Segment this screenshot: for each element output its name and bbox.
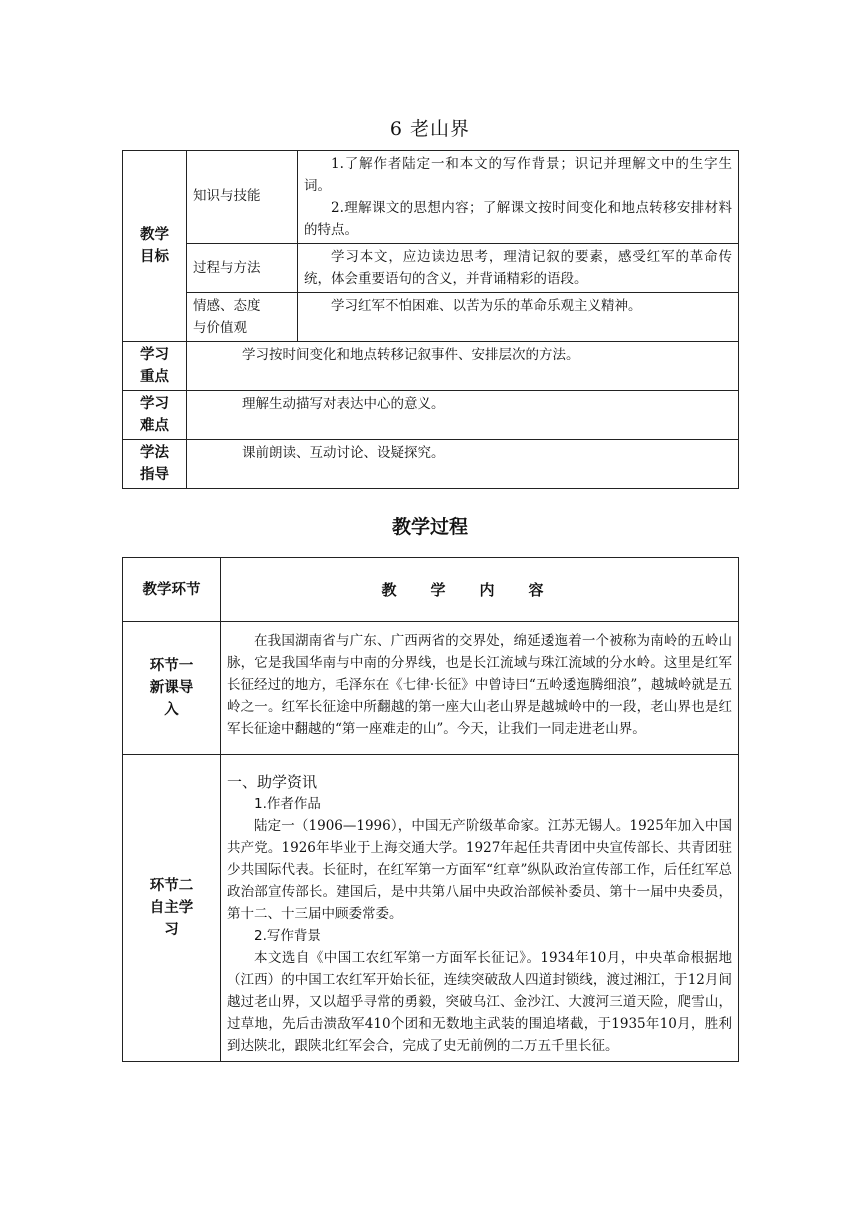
objective-name: 知识与技能 [187, 151, 298, 244]
stage1-content: 在我国湖南省与广东、广西两省的交界处，绵延逶迤着一个被称为南岭的五岭山脉，它是我国华南与中南的分界线，也是长江流域与珠江流域的分水岭。这里是红军长征经过的地方，毛泽东在《七律·长征》中曾诗曰“五岭逶迤腾细浪”，越城岭就是五岭之一。红军长征途中所翻越的第一座大山老山界是越城岭中的一段，老山界也是红军长征途中翻越的“第一座难走的山”。今天，让我们一同走进老山界。 [221, 622, 739, 755]
focus-label: 学习重点 [123, 342, 187, 391]
difficulty-label: 学习难点 [123, 391, 187, 440]
sub-heading: 1.作者作品 [254, 796, 321, 812]
stage1-label: 环节一新课导入 [123, 622, 221, 755]
objective-name: 情感、态度与价值观 [187, 293, 298, 342]
page-title: 6 老山界 [389, 118, 471, 140]
difficulty-content: 理解生动描写对表达中心的意义。 [187, 391, 739, 440]
sub-heading: 2.写作背景 [254, 928, 321, 944]
process-table [122, 557, 739, 1062]
objectives-table [122, 150, 739, 489]
stage-header: 教学环节 [123, 558, 221, 622]
objectives-label: 教学目标 [123, 151, 187, 342]
objective-content: 学习本文，应边读边思考，理清记叙的要素，感受红军的革命传统，体会重要语句的含义，并背诵精彩的语段。 [298, 244, 739, 293]
focus-content: 学习按时间变化和地点转移记叙事件、安排层次的方法。 [187, 342, 739, 391]
content-header: 教学内容 [221, 558, 739, 622]
objective-content: 1.了解作者陆定一和本文的写作背景；识记并理解文中的生字生词。 2.理解课文的思想内容；了解课文按时间变化和地点转移安排材料的特点。 [298, 151, 739, 244]
process-title: 教学过程 [391, 516, 468, 538]
stage2-content: 一、助学资讯 1.作者作品 陆定一（1906—1996），中国无产阶级革命家。江苏无锡人。1925年加入中国共产党。1926年毕业于上海交通大学。1927年起任共青团中央宣传部长、共青团驻少共国际代表。长征时，在红军第一方面军“红章”纵队政治宣传部工作，后任红军总政治部宣传部长。建国后，是中共第八届中央政治部候补委员、第十一届中央委员，第十二、十三届中顾委常委。 2.写作背景 本文选自《中国工农红军第一方面军长征记》。1934年10月，中央革命根据地（江西）的中国工农红军开始长征，连续突破敌人四道封锁线，渡过湘江，于12月间越过老山界，又以超乎寻常的勇毅，突破乌江、金沙江、大渡河三道天险，爬雪山，过草地，先后击溃敌军410个团和无数地主武装的围追堵截，于1935年10月，胜利到达陕北，跟陕北红军会合，完成了史无前例的二万五千里长征。 [221, 755, 739, 1062]
objective-content: 学习红军不怕困难、以苦为乐的革命乐观主义精神。 [298, 293, 739, 342]
method-content: 课前朗读、互动讨论、设疑探究。 [187, 440, 739, 489]
stage2-label: 环节二自主学习 [123, 755, 221, 1062]
section-heading: 一、助学资讯 [227, 773, 318, 791]
method-label: 学法指导 [123, 440, 187, 489]
objective-name: 过程与方法 [187, 244, 298, 293]
